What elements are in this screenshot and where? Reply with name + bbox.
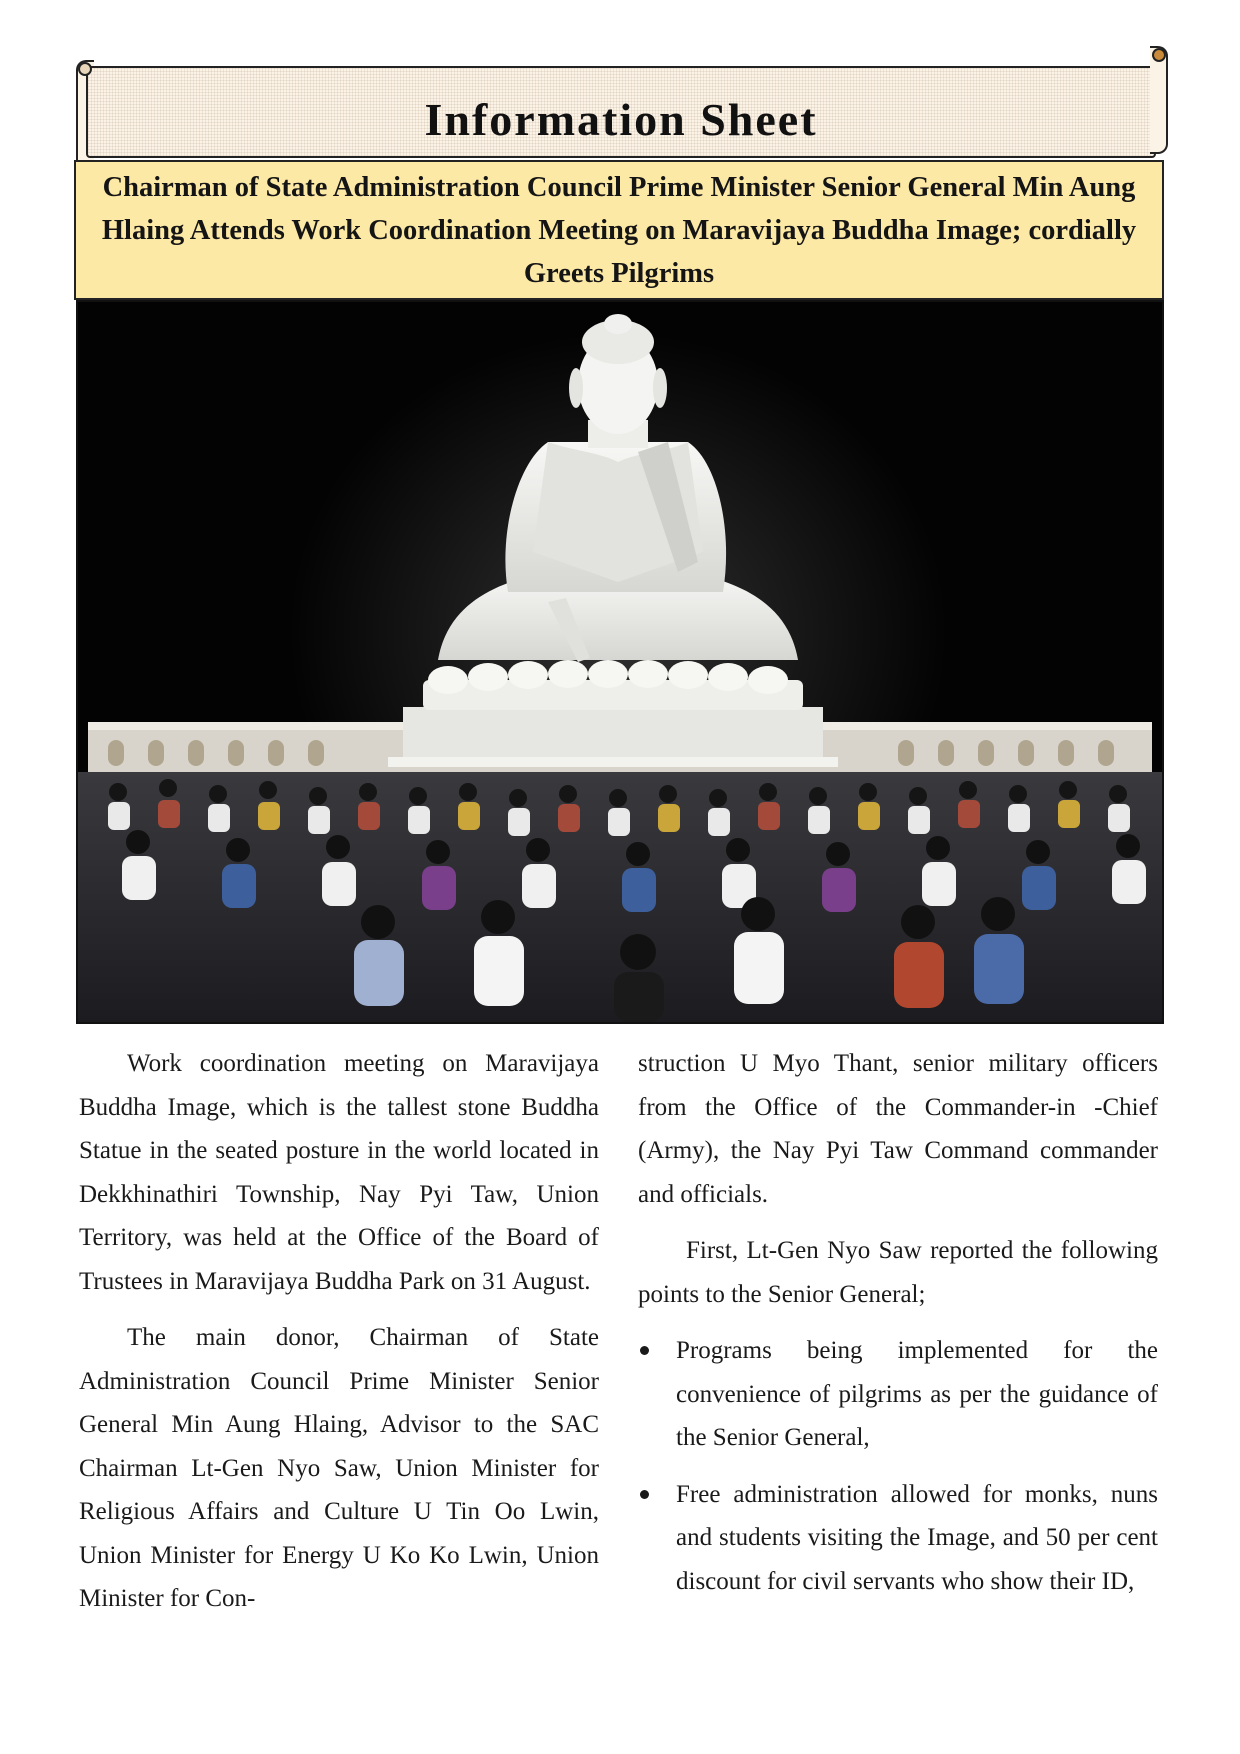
list-item — [638, 1329, 1158, 1460]
article-paragraph: The main donor, Chairman of State Administration Council Prime Minister Senior General Min Aung Hlaing, Advisor to the SAC Chairman Lt-Gen Nyo Saw, Union Minister for Religious Affairs and Culture U Tin Oo Lwin, Union Minister for Energy U Ko Ko Lwin, Union Minister for Con- — [79, 1324, 599, 1612]
article-paragraph: First, Lt-Gen Nyo Saw reported the following points to the Senior General; — [638, 1237, 1158, 1308]
bullet-icon — [640, 1346, 649, 1355]
headline-text: Chairman of State Administration Council Prime Minister Senior General Min Aung Hlaing Attends Work Coordination Meeting on Maravijaya Buddha Image; cordially Greets Pilgrims — [101, 171, 1137, 289]
scroll-curl-right — [1150, 46, 1168, 154]
list-item-text: Free administration allowed for monks, nuns and students visiting the Image, and 50 per cent discount for civil servants who show their ID, — [676, 1480, 1158, 1595]
article-paragraph: Work coordination meeting on Maravijaya Buddha Image, which is the tallest stone Buddha Statue in the seated posture in the world located in Dekkhinathiri Township, Nay Pyi Taw, Union Territory, was held at the Office of the Board of Trustees in Maravijaya Buddha Park on 31 August. — [79, 1050, 599, 1295]
buddha-statue-photo — [76, 300, 1164, 1024]
scroll-knob-right — [1152, 48, 1166, 62]
headline-box — [74, 160, 1164, 300]
article-paragraph-continuation: struction U Myo Thant, senior military officers from the Office of the Commander-in -Chief (Army), the Nay Pyi Taw Command commander and officials. — [638, 1050, 1158, 1208]
photo-illustration — [78, 302, 1162, 1022]
bullet-icon — [640, 1490, 649, 1499]
reported-points-list — [638, 1329, 1158, 1603]
sheet-title: Information Sheet — [424, 94, 818, 145]
scroll-knob-left — [78, 62, 92, 76]
title-scroll-banner — [76, 60, 1168, 160]
list-item — [638, 1473, 1158, 1604]
article-left-column — [79, 1042, 599, 1634]
article-right-column — [638, 1042, 1158, 1616]
list-item-text: Programs being implemented for the convenience of pilgrims as per the guidance of the Senior General, — [676, 1337, 1158, 1451]
scroll-body — [86, 66, 1156, 158]
statue-pedestal — [388, 660, 838, 767]
